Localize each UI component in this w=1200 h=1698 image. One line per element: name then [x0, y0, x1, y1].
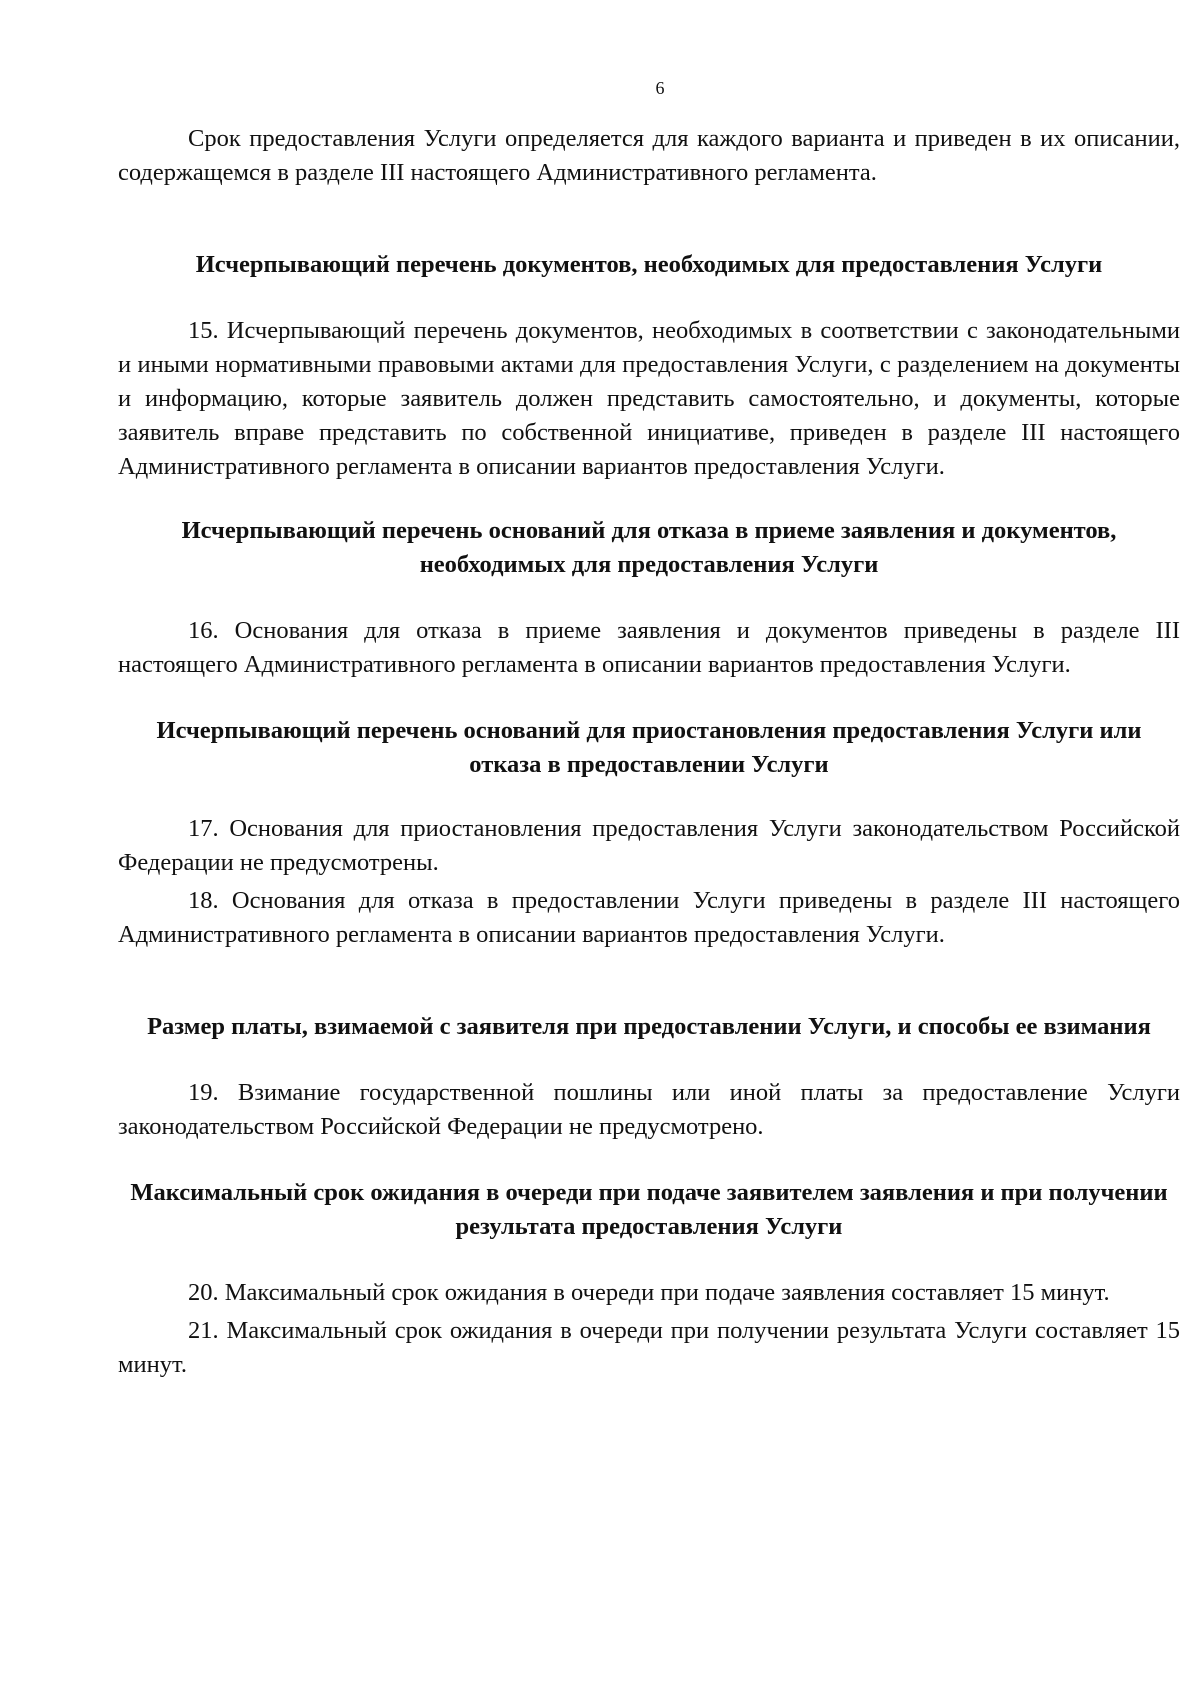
heading-refusal-acceptance: Исчерпывающий перечень оснований для отказа в приеме заявления и документов, необходимых для предоставления Услуги — [181, 517, 1117, 578]
paragraph-18: 18. Основания для отказа в предоставлении Услуги приведены в разделе III настоящего Административного регламента в описании вариантов предоставления Услуги. — [118, 887, 1180, 948]
heading-queue-time: Максимальный срок ожидания в очереди при подаче заявителем заявления и при получении результата предоставления Услуги — [130, 1179, 1168, 1240]
paragraph-15: 15. Исчерпывающий перечень документов, необходимых в соответствии с законодательными и иными нормативными правовыми актами для предоставления Услуги, с разделением на документы и информацию, которые заявитель должен представить самостоятельно, и документы, которые заявитель вправе представить по собственной инициативе, приведен в разделе III настоящего Административного регламента в описании вариантов предоставления Услуги. — [118, 317, 1180, 480]
paragraph-20: 20. Максимальный срок ожидания в очереди при подаче заявления составляет 15 минут. — [188, 1279, 1110, 1306]
paragraph-21: 21. Максимальный срок ожидания в очереди при получении результата Услуги составляет 15 минут. — [118, 1317, 1180, 1378]
paragraph-16: 16. Основания для отказа в приеме заявления и документов приведены в разделе III настоящего Административного регламента в описании вариантов предоставления Услуги. — [118, 617, 1180, 678]
heading-suspension-refusal: Исчерпывающий перечень оснований для приостановления предоставления Услуги или отказа в предоставлении Услуги — [156, 717, 1142, 778]
heading-fee: Размер платы, взимаемой с заявителя при предоставлении Услуги, и способы ее взимания — [147, 1013, 1151, 1040]
document-body — [118, 122, 1180, 1382]
page-number: 6 — [655, 78, 665, 98]
heading-documents-list: Исчерпывающий перечень документов, необходимых для предоставления Услуги — [195, 251, 1103, 278]
paragraph-service-term: Срок предоставления Услуги определяется для каждого варианта и приведен в их описании, содержащемся в разделе III настоящего Административного регламента. — [118, 125, 1180, 186]
paragraph-19: 19. Взимание государственной пошлины или иной платы за предоставление Услуги законодательством Российской Федерации не предусмотрено. — [118, 1079, 1180, 1140]
paragraph-17: 17. Основания для приостановления предоставления Услуги законодательством Российской Федерации не предусмотрены. — [118, 815, 1180, 876]
